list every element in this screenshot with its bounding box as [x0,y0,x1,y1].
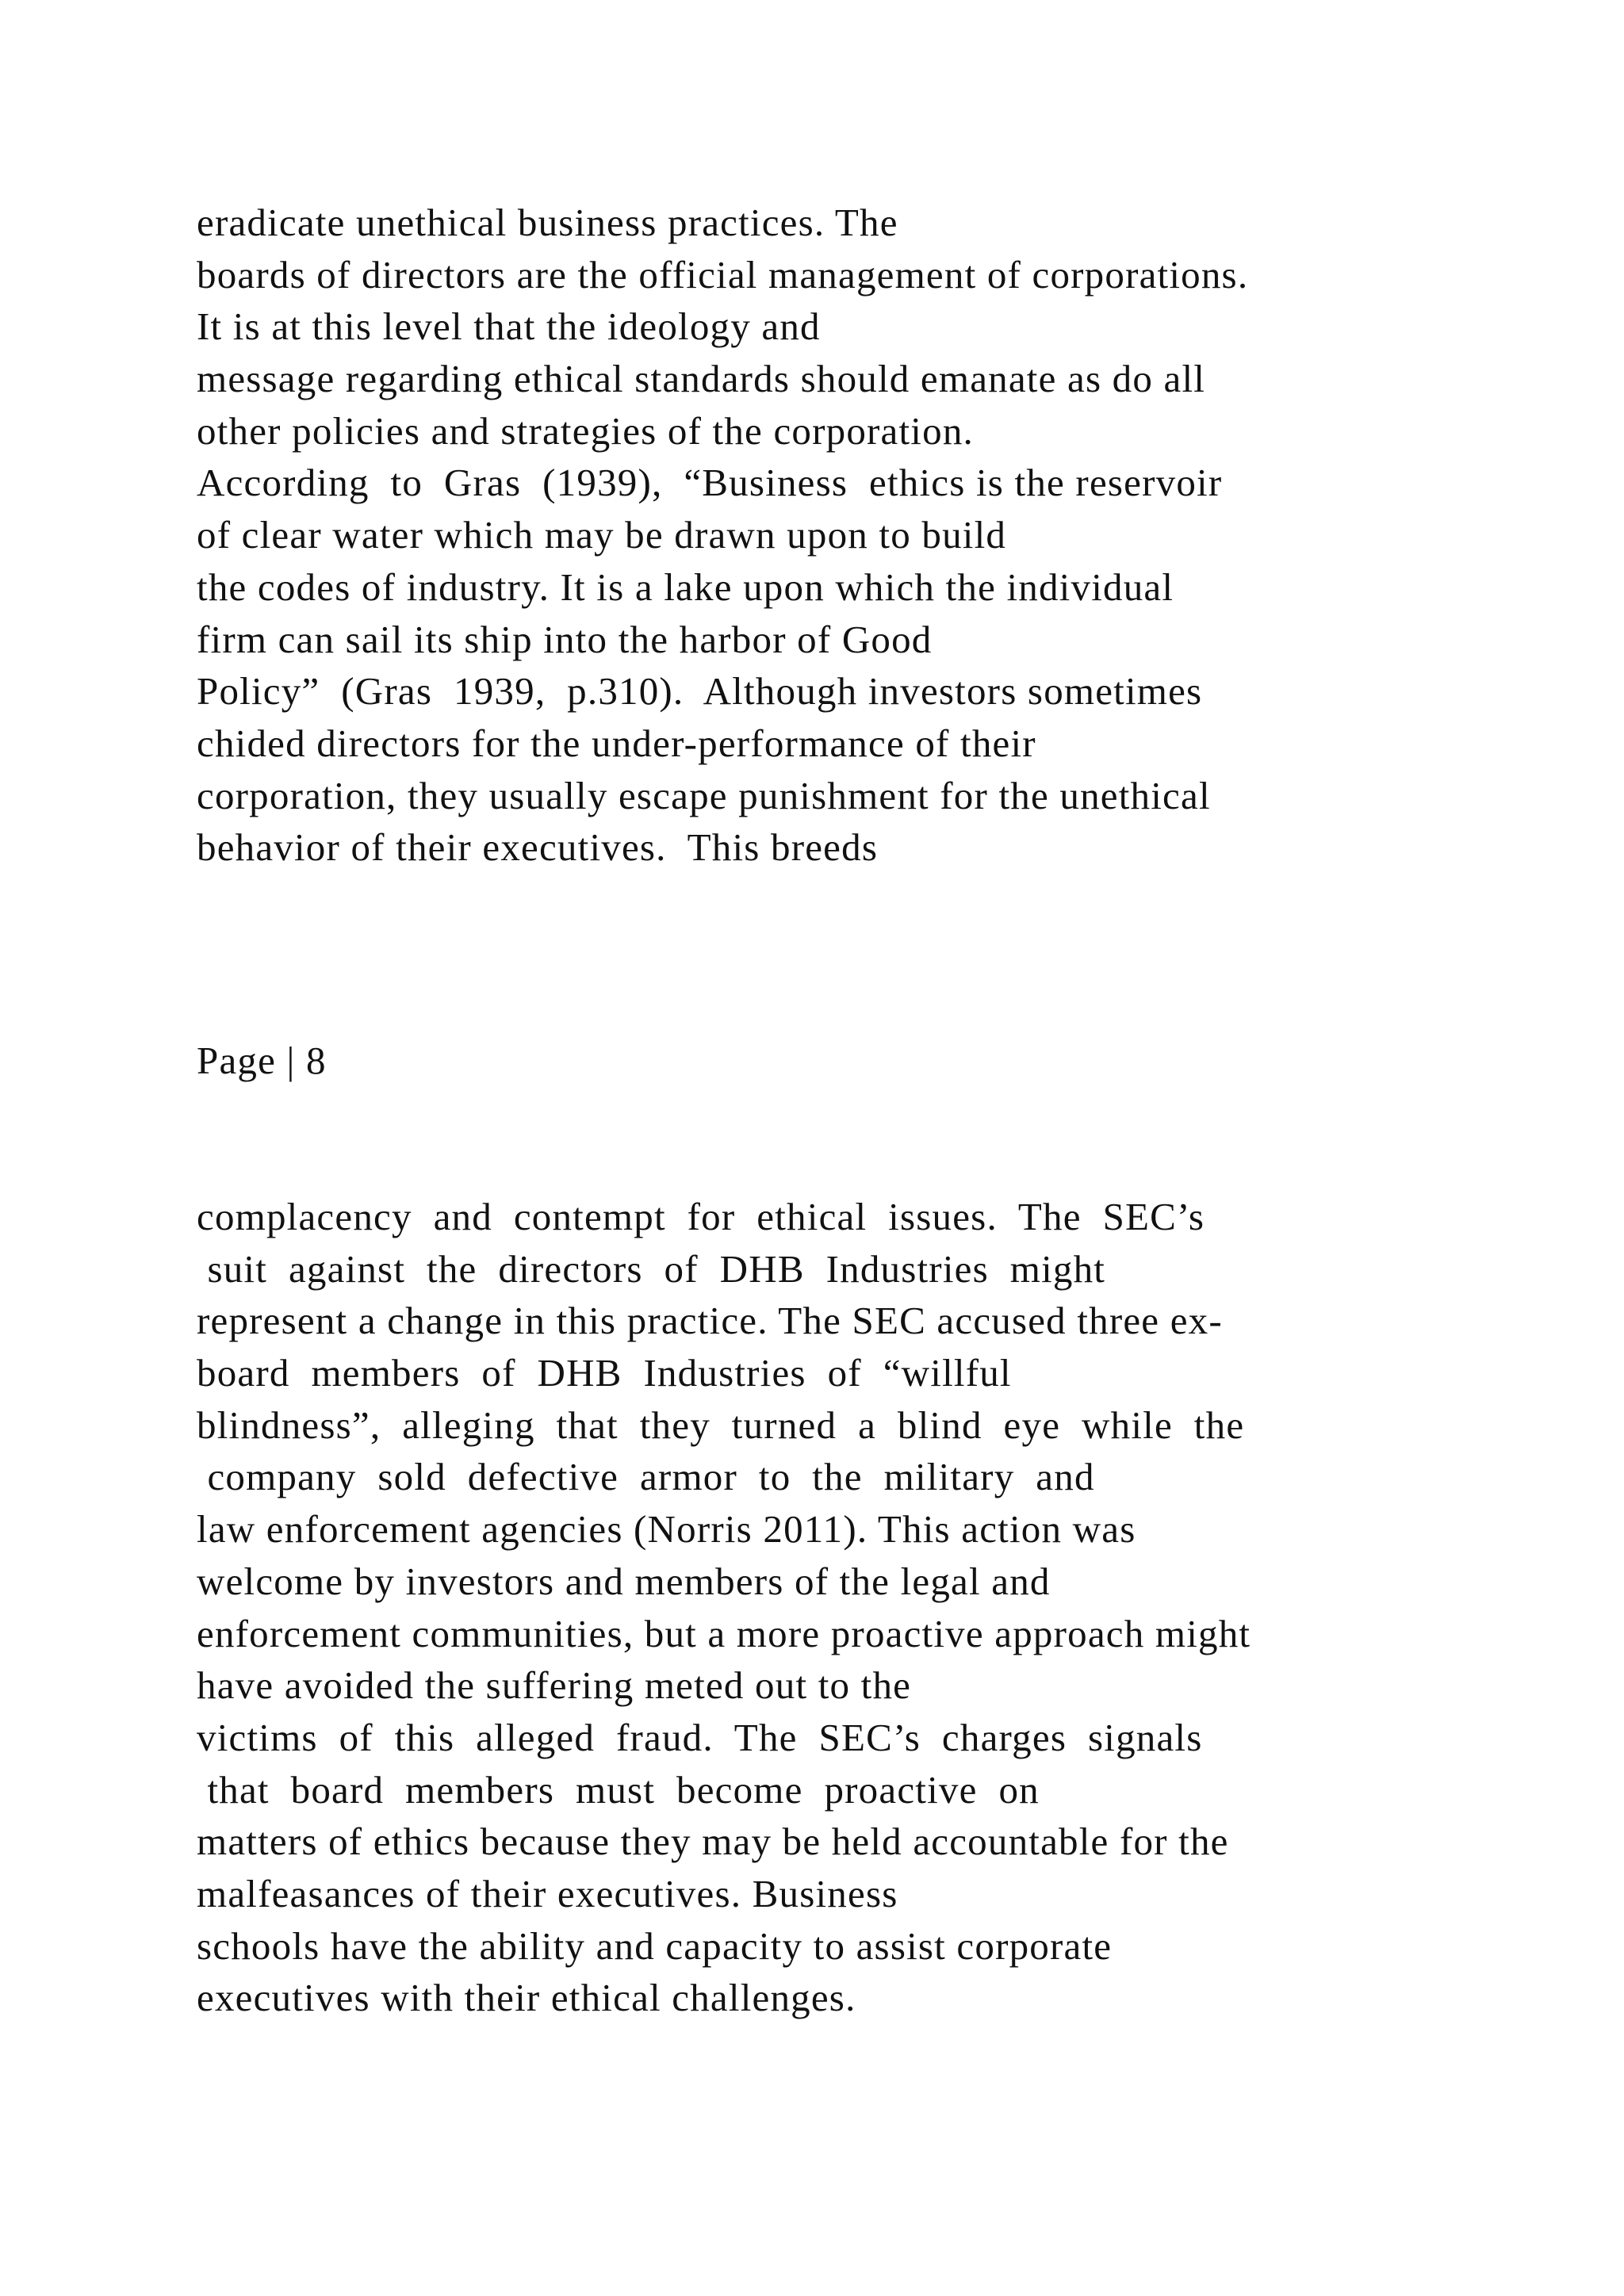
text-line: matters of ethics because they may be held accountable for the [197,1820,1229,1864]
text-line: law enforcement agencies (Norris 2011). This action was [197,1507,1136,1552]
text-line: firm can sail its ship into the harbor of Good [197,617,933,661]
text-line: executives with their ethical challenges. [197,1976,856,2020]
text-line: corporation, they usually escape punishment for the unethical [197,773,1211,817]
text-block-bottom [197,1191,1545,2024]
text-line: enforcement communities, but a more proactive approach might [197,1611,1251,1655]
text-line: have avoided the suffering meted out to the [197,1663,912,1708]
text-line: message regarding ethical standards should emanate as do all [197,357,1206,401]
text-line: It is at this level that the ideology and [197,304,821,349]
text-block-top [197,197,1545,874]
text-line: of clear water which may be drawn upon to build [197,513,1007,557]
text-line: According to Gras (1939), “Business ethics is the reservoir [197,461,1223,505]
text-line: welcome by investors and members of the legal and [197,1559,1051,1603]
page-number-label-block [197,1035,1545,1087]
text-line: represent a change in this practice. The SEC accused three ex- [197,1299,1223,1343]
text-line: suit against the directors of DHB Industries might [197,1246,1106,1291]
text-line: Policy” (Gras 1939, p.310). Although investors sometimes [197,669,1203,714]
text-line: eradicate unethical business practices. The [197,201,898,244]
text-line: boards of directors are the official management of corporations. [197,252,1249,297]
text-line: that board members must become proactive on [197,1767,1040,1812]
text-line: malfeasances of their executives. Business [197,1871,898,1915]
text-line: blindness”, alleging that they turned a blind eye while the [197,1402,1245,1447]
text-line: board members of DHB Industries of “willful [197,1351,1012,1395]
text-line: company sold defective armor to the military and [197,1455,1095,1499]
text-line: complacency and contempt for ethical issues. The SEC’s [197,1195,1205,1238]
text-line: the codes of industry. It is a lake upon which the individual [197,564,1174,609]
text-line: chided directors for the under-performance of their [197,721,1036,765]
text-line: behavior of their executives. This breeds [197,825,879,870]
text-line: other policies and strategies of the corporation. [197,408,974,453]
page-number-label: Page | 8 [197,1039,327,1082]
text-line: victims of this alleged fraud. The SEC’s charges signals [197,1715,1203,1759]
text-line: schools have the ability and capacity to assist corporate [197,1923,1113,1968]
